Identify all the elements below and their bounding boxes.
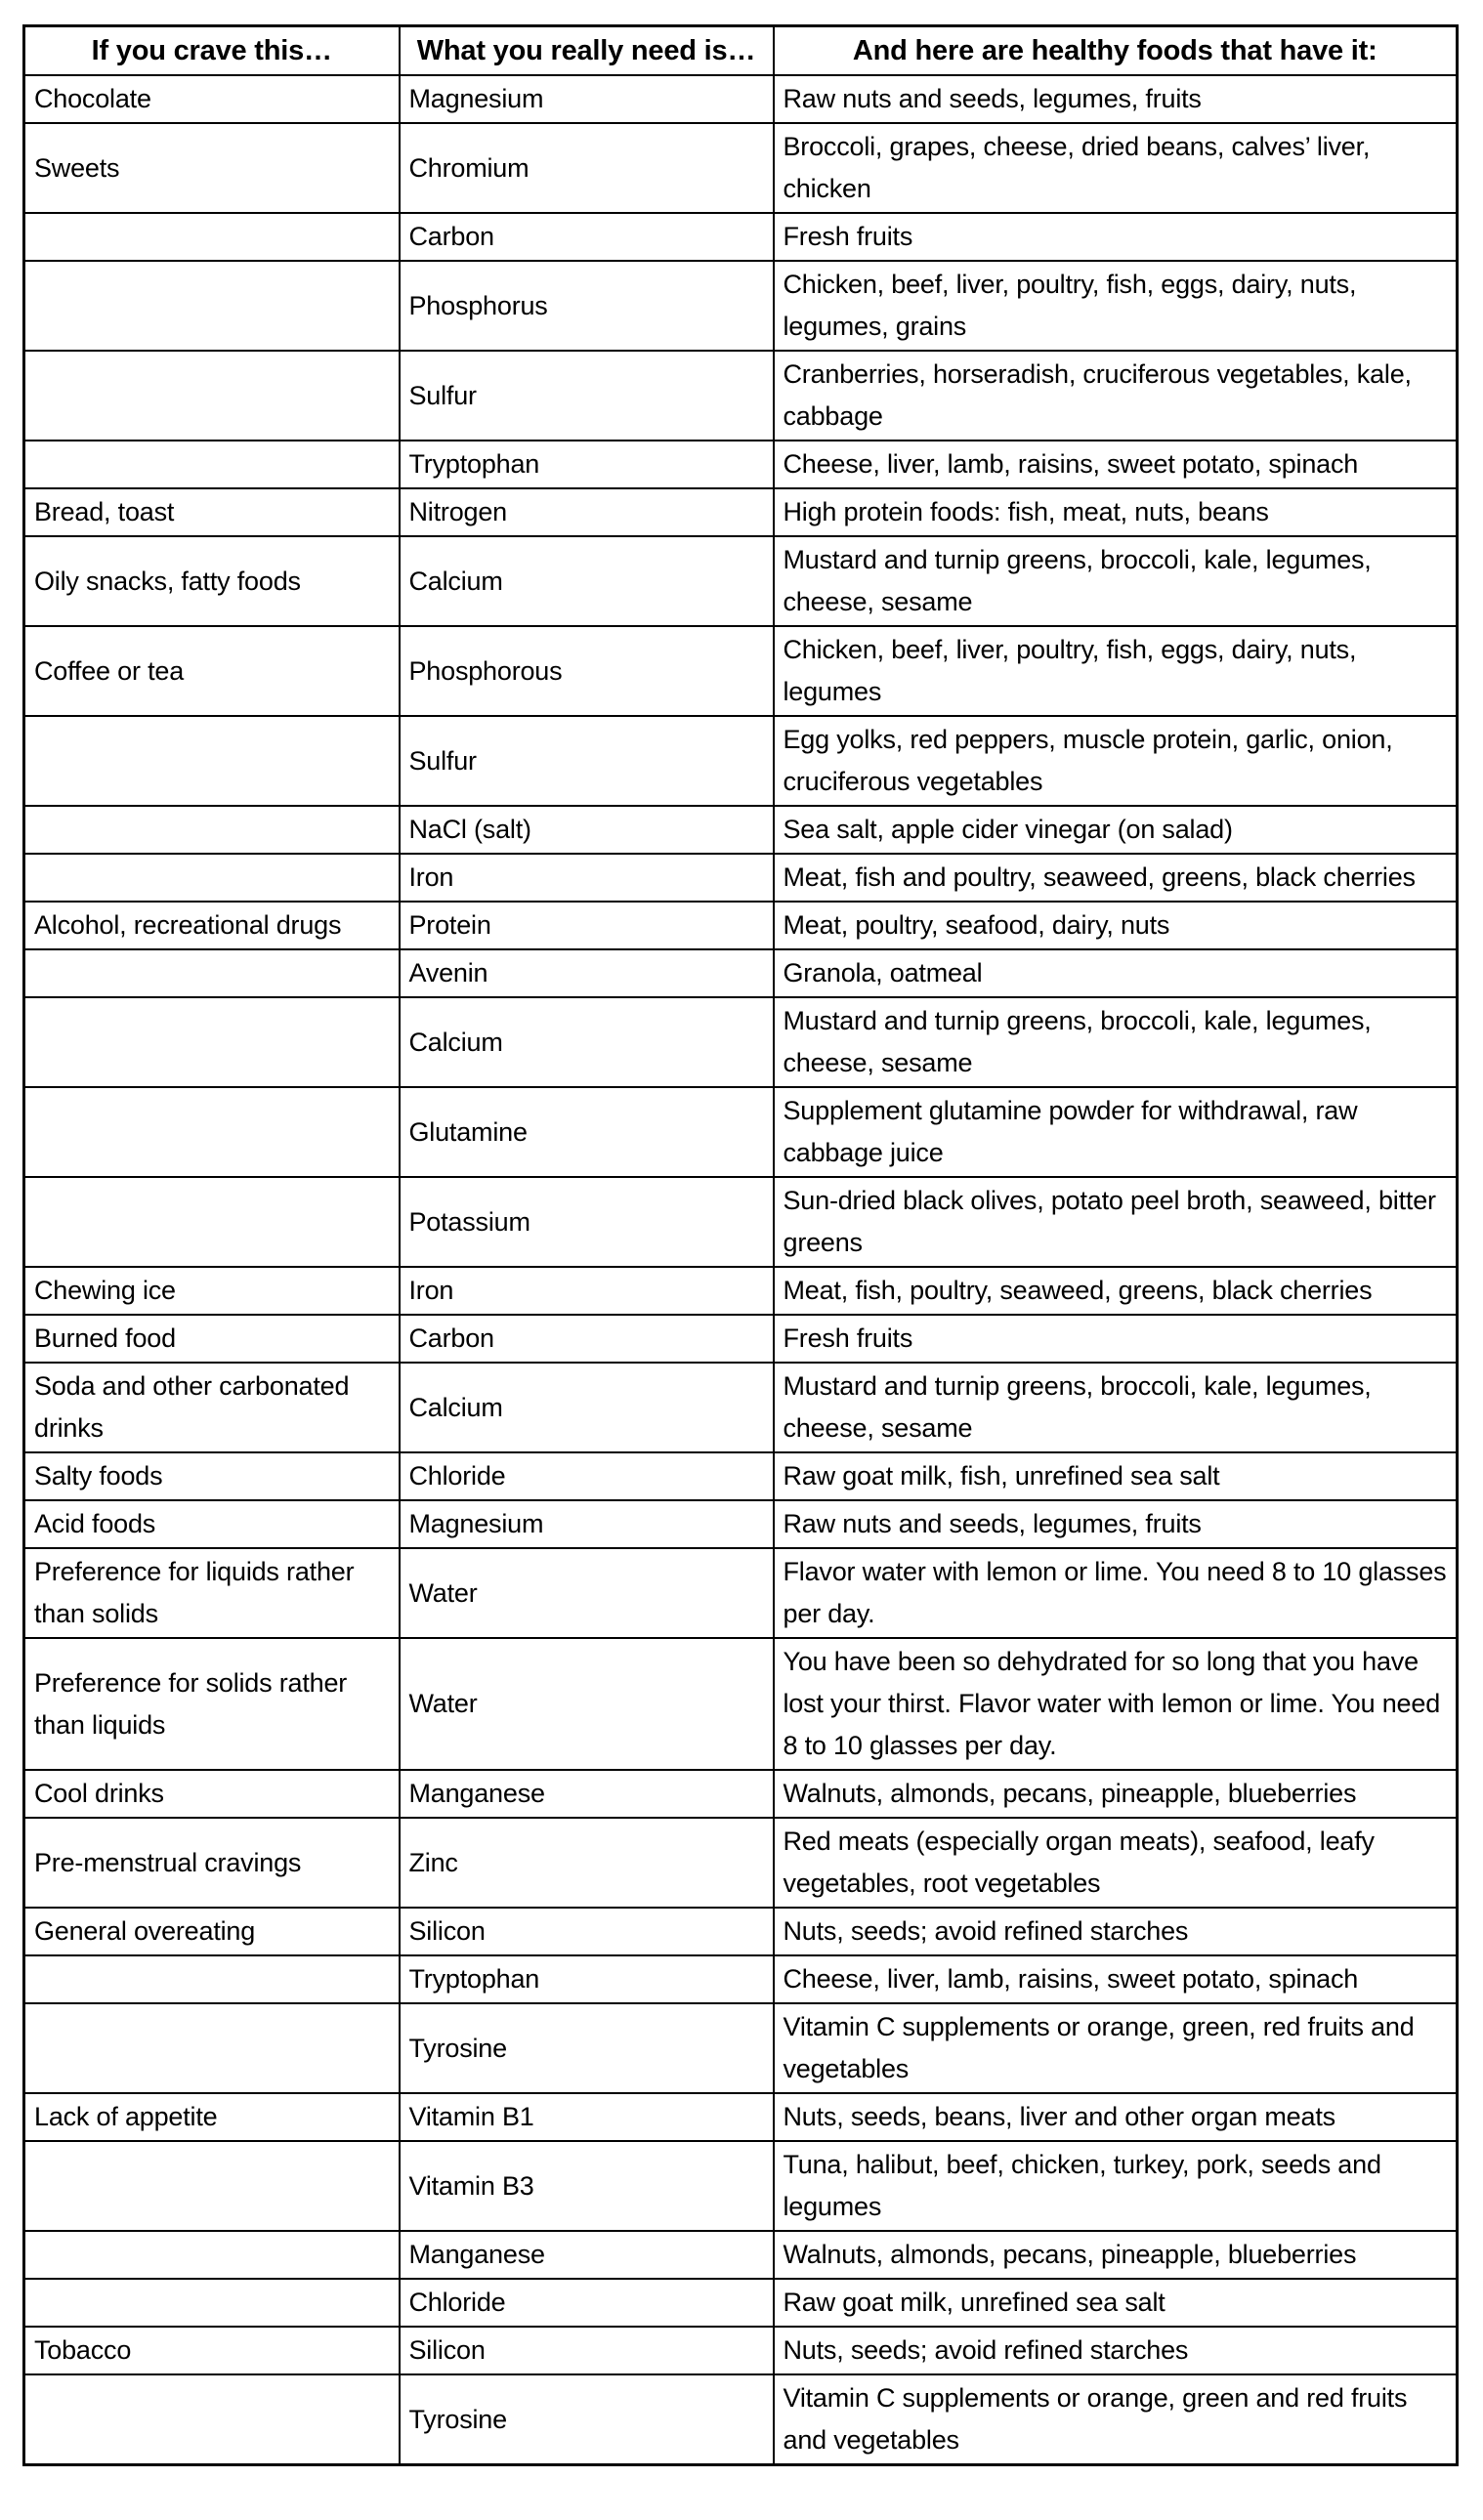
table-row	[24, 261, 1458, 351]
crave-cell: Soda and other carbonated drinks	[24, 1363, 400, 1452]
foods-cell: Vitamin C supplements or orange, green, red fruits and vegetables	[774, 2003, 1458, 2093]
crave-cell	[24, 2279, 400, 2327]
need-cell: Manganese	[400, 1770, 774, 1818]
crave-cell: Lack of appetite	[24, 2093, 400, 2141]
foods-cell: Red meats (especially organ meats), seafood, leafy vegetables, root vegetables	[774, 1818, 1458, 1908]
foods-cell: Broccoli, grapes, cheese, dried beans, calves’ liver, chicken	[774, 123, 1458, 213]
table-row	[24, 1908, 1458, 1955]
table-row	[24, 1770, 1458, 1818]
foods-cell: Raw goat milk, fish, unrefined sea salt	[774, 1452, 1458, 1500]
crave-cell: Cool drinks	[24, 1770, 400, 1818]
foods-cell: Fresh fruits	[774, 213, 1458, 261]
table-row	[24, 1315, 1458, 1363]
foods-cell: Tuna, halibut, beef, chicken, turkey, pork, seeds and legumes	[774, 2141, 1458, 2231]
foods-cell: Vitamin C supplements or orange, green and red fruits and vegetables	[774, 2374, 1458, 2465]
need-cell: Sulfur	[400, 351, 774, 441]
crave-cell	[24, 854, 400, 902]
table-row	[24, 626, 1458, 716]
foods-cell: High protein foods: fish, meat, nuts, beans	[774, 488, 1458, 536]
table-row	[24, 75, 1458, 123]
crave-cell: Preference for liquids rather than solids	[24, 1548, 400, 1638]
need-cell: Phosphorus	[400, 261, 774, 351]
crave-cell	[24, 1955, 400, 2003]
table-row	[24, 854, 1458, 902]
need-cell: Iron	[400, 1267, 774, 1315]
foods-cell: Chicken, beef, liver, poultry, fish, eggs, dairy, nuts, legumes	[774, 626, 1458, 716]
crave-cell: Tobacco	[24, 2327, 400, 2374]
foods-cell: Supplement glutamine powder for withdrawal, raw cabbage juice	[774, 1087, 1458, 1177]
need-cell: Manganese	[400, 2231, 774, 2279]
need-cell: Avenin	[400, 949, 774, 997]
crave-cell	[24, 716, 400, 806]
foods-cell: Meat, fish, poultry, seaweed, greens, black cherries	[774, 1267, 1458, 1315]
table-row	[24, 351, 1458, 441]
need-cell: Sulfur	[400, 716, 774, 806]
foods-cell: Sea salt, apple cider vinegar (on salad)	[774, 806, 1458, 854]
need-cell: Nitrogen	[400, 488, 774, 536]
foods-cell: Egg yolks, red peppers, muscle protein, garlic, onion, cruciferous vegetables	[774, 716, 1458, 806]
table-row	[24, 123, 1458, 213]
table-row	[24, 2093, 1458, 2141]
crave-cell: Coffee or tea	[24, 626, 400, 716]
table-row	[24, 2279, 1458, 2327]
need-cell: Magnesium	[400, 1500, 774, 1548]
foods-cell: Raw goat milk, unrefined sea salt	[774, 2279, 1458, 2327]
crave-cell: Bread, toast	[24, 488, 400, 536]
foods-cell: Mustard and turnip greens, broccoli, kale, legumes, cheese, sesame	[774, 997, 1458, 1087]
crave-cell: Chocolate	[24, 75, 400, 123]
table-row	[24, 1500, 1458, 1548]
need-cell: Carbon	[400, 213, 774, 261]
foods-cell: Chicken, beef, liver, poultry, fish, eggs, dairy, nuts, legumes, grains	[774, 261, 1458, 351]
column-header-crave: If you crave this…	[24, 26, 400, 76]
foods-cell: Meat, fish and poultry, seaweed, greens, black cherries	[774, 854, 1458, 902]
crave-cell: Sweets	[24, 123, 400, 213]
column-header-foods: And here are healthy foods that have it:	[774, 26, 1458, 76]
cravings-table	[22, 24, 1459, 2466]
foods-cell: Mustard and turnip greens, broccoli, kale, legumes, cheese, sesame	[774, 536, 1458, 626]
table-row	[24, 716, 1458, 806]
table-row	[24, 2374, 1458, 2465]
crave-cell: Alcohol, recreational drugs	[24, 902, 400, 949]
foods-cell: Raw nuts and seeds, legumes, fruits	[774, 75, 1458, 123]
table-row	[24, 1267, 1458, 1315]
foods-cell: Granola, oatmeal	[774, 949, 1458, 997]
table-row	[24, 1548, 1458, 1638]
foods-cell: Cranberries, horseradish, cruciferous vegetables, kale, cabbage	[774, 351, 1458, 441]
crave-cell	[24, 997, 400, 1087]
foods-cell: Walnuts, almonds, pecans, pineapple, blueberries	[774, 2231, 1458, 2279]
table-row	[24, 488, 1458, 536]
table-row	[24, 1363, 1458, 1452]
table-row	[24, 1818, 1458, 1908]
crave-cell: Acid foods	[24, 1500, 400, 1548]
crave-cell	[24, 2003, 400, 2093]
need-cell: Glutamine	[400, 1087, 774, 1177]
column-header-need: What you really need is…	[400, 26, 774, 76]
need-cell: Vitamin B3	[400, 2141, 774, 2231]
crave-cell	[24, 806, 400, 854]
foods-cell: Flavor water with lemon or lime. You need 8 to 10 glasses per day.	[774, 1548, 1458, 1638]
need-cell: Chloride	[400, 2279, 774, 2327]
need-cell: Potassium	[400, 1177, 774, 1267]
table-body	[24, 75, 1458, 2465]
crave-cell: General overeating	[24, 1908, 400, 1955]
table-header	[24, 26, 1458, 76]
foods-cell: Cheese, liver, lamb, raisins, sweet potato, spinach	[774, 441, 1458, 488]
need-cell: Chloride	[400, 1452, 774, 1500]
crave-cell: Oily snacks, fatty foods	[24, 536, 400, 626]
table-row	[24, 1087, 1458, 1177]
table-row	[24, 1177, 1458, 1267]
need-cell: Chromium	[400, 123, 774, 213]
foods-cell: Meat, poultry, seafood, dairy, nuts	[774, 902, 1458, 949]
crave-cell: Pre-menstrual cravings	[24, 1818, 400, 1908]
need-cell: Vitamin B1	[400, 2093, 774, 2141]
crave-cell	[24, 351, 400, 441]
table-row	[24, 536, 1458, 626]
need-cell: Silicon	[400, 2327, 774, 2374]
need-cell: Tyrosine	[400, 2003, 774, 2093]
need-cell: Magnesium	[400, 75, 774, 123]
crave-cell	[24, 261, 400, 351]
table-row	[24, 806, 1458, 854]
need-cell: Calcium	[400, 997, 774, 1087]
table-row	[24, 997, 1458, 1087]
crave-cell	[24, 2374, 400, 2465]
foods-cell: Nuts, seeds; avoid refined starches	[774, 1908, 1458, 1955]
need-cell: NaCl (salt)	[400, 806, 774, 854]
crave-cell: Preference for solids rather than liquids	[24, 1638, 400, 1770]
need-cell: Silicon	[400, 1908, 774, 1955]
table-row	[24, 902, 1458, 949]
crave-cell: Burned food	[24, 1315, 400, 1363]
need-cell: Phosphorous	[400, 626, 774, 716]
header-row	[24, 26, 1458, 76]
crave-cell	[24, 2141, 400, 2231]
foods-cell: Mustard and turnip greens, broccoli, kale, legumes, cheese, sesame	[774, 1363, 1458, 1452]
need-cell: Tryptophan	[400, 441, 774, 488]
crave-cell: Salty foods	[24, 1452, 400, 1500]
need-cell: Tyrosine	[400, 2374, 774, 2465]
need-cell: Calcium	[400, 1363, 774, 1452]
crave-cell	[24, 441, 400, 488]
foods-cell: Nuts, seeds, beans, liver and other organ meats	[774, 2093, 1458, 2141]
table-row	[24, 2327, 1458, 2374]
foods-cell: Fresh fruits	[774, 1315, 1458, 1363]
need-cell: Water	[400, 1638, 774, 1770]
need-cell: Tryptophan	[400, 1955, 774, 2003]
table-row	[24, 2231, 1458, 2279]
crave-cell	[24, 949, 400, 997]
need-cell: Carbon	[400, 1315, 774, 1363]
crave-cell	[24, 1177, 400, 1267]
table-row	[24, 2141, 1458, 2231]
foods-cell: Cheese, liver, lamb, raisins, sweet potato, spinach	[774, 1955, 1458, 2003]
table-row	[24, 1955, 1458, 2003]
crave-cell	[24, 2231, 400, 2279]
foods-cell: You have been so dehydrated for so long that you have lost your thirst. Flavor water with lemon or lime. You need 8 to 10 glasses per day.	[774, 1638, 1458, 1770]
need-cell: Water	[400, 1548, 774, 1638]
foods-cell: Raw nuts and seeds, legumes, fruits	[774, 1500, 1458, 1548]
table-row	[24, 1638, 1458, 1770]
need-cell: Zinc	[400, 1818, 774, 1908]
need-cell: Iron	[400, 854, 774, 902]
need-cell: Calcium	[400, 536, 774, 626]
table-row	[24, 213, 1458, 261]
table-row	[24, 949, 1458, 997]
crave-cell: Chewing ice	[24, 1267, 400, 1315]
table-row	[24, 441, 1458, 488]
crave-cell	[24, 1087, 400, 1177]
foods-cell: Sun-dried black olives, potato peel broth, seaweed, bitter greens	[774, 1177, 1458, 1267]
foods-cell: Nuts, seeds; avoid refined starches	[774, 2327, 1458, 2374]
foods-cell: Walnuts, almonds, pecans, pineapple, blueberries	[774, 1770, 1458, 1818]
table-row	[24, 1452, 1458, 1500]
crave-cell	[24, 213, 400, 261]
table-row	[24, 2003, 1458, 2093]
need-cell: Protein	[400, 902, 774, 949]
